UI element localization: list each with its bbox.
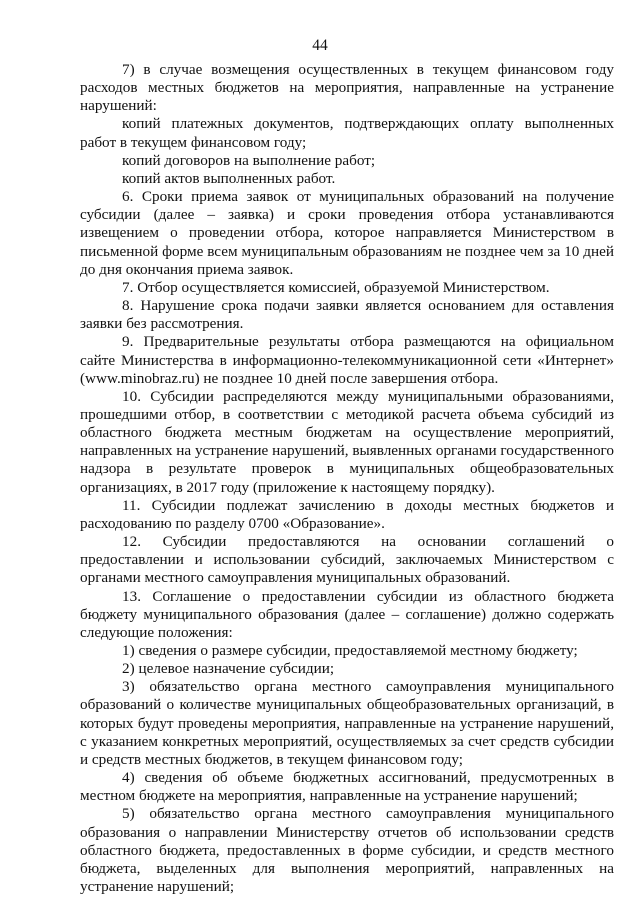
paragraph-8-late-application: 8. Нарушение срока подачи заявки является основанием для оставления заявки без рассмотрения. [80, 297, 614, 333]
paragraph-7-commission: 7. Отбор осуществляется комиссией, образуемой Министерством. [122, 278, 550, 296]
paragraph-6-deadlines: 6. Сроки приема заявок от муниципальных образований на получение субсидии (далее – заявка) и сроки проведения отбора устанавливаются извещением о проведении отбора, которое направляется Министерством в письменной форме всем муниципальным образованиям не позднее чем за 10 дней до дня окончания приема заявок. [80, 188, 614, 278]
paragraph-payment-documents: копий платежных документов, подтверждающих оплату выполненных работ в текущем финансовом году; [80, 115, 614, 151]
paragraph-contracts: копий договоров на выполнение работ; [122, 151, 376, 169]
paragraph-acts: копий актов выполненных работ. [122, 169, 336, 187]
list-item-2-purpose: 2) целевое назначение субсидии; [122, 660, 335, 678]
list-item-3-obligation: 3) обязательство органа местного самоуправления муниципального образований о количестве муниципальных общеобразовательных организаций, в которых будут проведены мероприятия, направленные на устранение нарушений, с указанием конкретных мероприятий, осуществляемых за счет средств субсидии и средств местных бюджетов, в текущем финансовом году; [80, 678, 614, 768]
paragraph-13-agreement-contents: 13. Соглашение о предоставлении субсидии из областного бюджета бюджету муниципального образования (далее – соглашение) должно содержать следующие положения: [80, 587, 614, 641]
list-item-5-reports: 5) обязательство органа местного самоуправления муниципального образования о направлении Министерству отчетов об использовании средств областного бюджета, предоставленных в форме субсидии, и средств местного бюджета, выделенных для выполнения мероприятий, направленных на устранение нарушений; [80, 805, 614, 896]
paragraph-9-preliminary-results: 9. Предварительные результаты отбора размещаются на официальном сайте Министерства в информационно-телекоммуникационной сети «Интернет» (www.minobraz.ru) не позднее 10 дней после завершения отбора. [80, 333, 614, 387]
paragraph-12-agreements: 12. Субсидии предоставляются на основании соглашений о предоставлении и использовании субсидий, заключаемых Министерством с органами местного самоуправления муниципальных образований. [80, 533, 614, 587]
document-body [80, 61, 614, 896]
paragraph-7-reimbursement: 7) в случае возмещения осуществленных в текущем финансовом году расходов местных бюджетов на мероприятия, направленные на устранение нарушений: [80, 61, 614, 115]
paragraph-11-crediting: 11. Субсидии подлежат зачислению в доходы местных бюджетов и расходованию по разделу 0700 «Образование». [80, 496, 614, 532]
paragraph-10-distribution: 10. Субсидии распределяются между муниципальными образованиями, прошедшими отбор, в соответствии с методикой расчета объема субсидий из областного бюджета местным бюджетам на осуществление мероприятий, направленных на устранение нарушений, выявленных органами государственного надзора в результате проверок в муниципальных общеобразовательных организациях, в 2017 году (приложение к настоящему порядку). [80, 387, 614, 496]
page-number: 44 [312, 37, 328, 54]
list-item-1-subsidy-size: 1) сведения о размере субсидии, предоставляемой местному бюджету; [122, 642, 578, 659]
list-item-4-budget-allocations: 4) сведения об объеме бюджетных ассигнований, предусмотренных в местном бюджете на мероприятия, направленные на устранение нарушений; [80, 769, 614, 805]
